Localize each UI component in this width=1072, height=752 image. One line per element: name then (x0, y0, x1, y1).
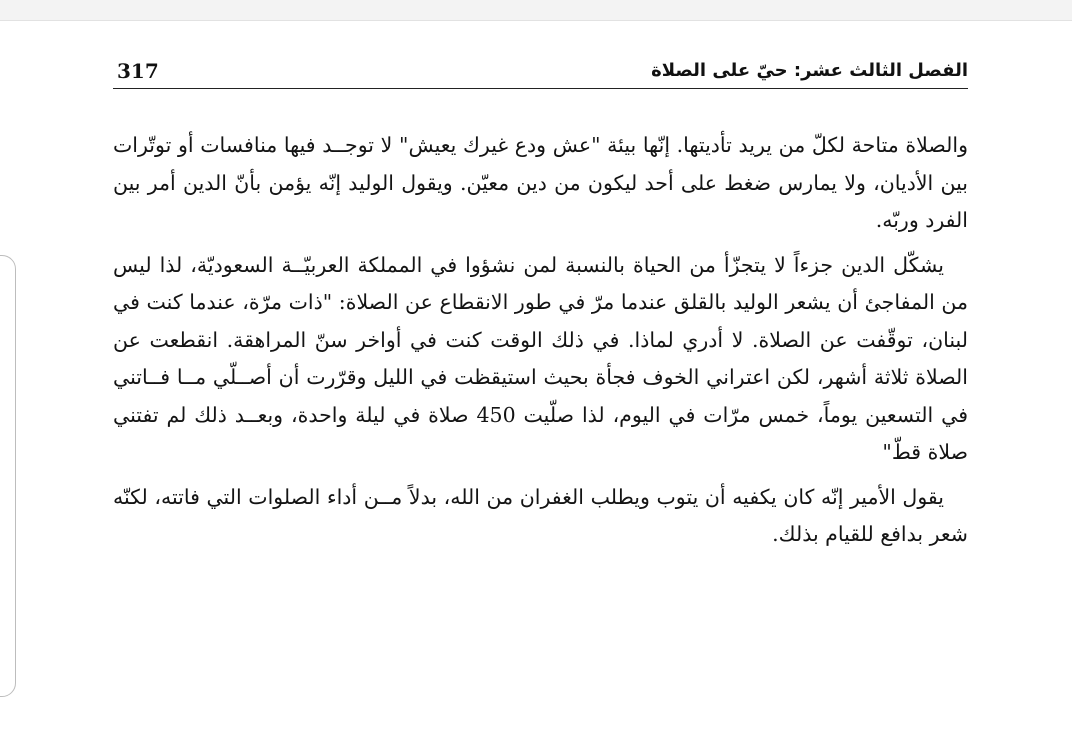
side-scroll-tab[interactable] (0, 255, 16, 697)
page-body (113, 127, 968, 561)
running-header (113, 58, 968, 89)
top-bar (0, 0, 1072, 21)
paragraph-3: يقول الأمير إنّه كان يكفيه أن يتوب ويطلب الغفران من الله، بدلاً مــن أداء الصلوات التي فاتته، لكنّه شعر بدافع للقيام بذلك. (113, 484, 968, 546)
page-number: 317 (117, 59, 159, 83)
paragraph-1: والصلاة متاحة لكلّ من يريد تأديتها. إنّها بيئة "عش ودع غيرك يعيش" لا توجــد فيها منافسات أو توتّرات بين الأديان، ولا يمارس ضغط على أحد ليكون من دين معيّن. ويقول الوليد إنّه يؤمن بأنّ الدين أمر بين الفرد وربّه. (113, 133, 968, 232)
paragraph-2: يشكّل الدين جزءاً لا يتجزّأ من الحياة بالنسبة لمن نشؤوا في المملكة العربيّــة السعوديّة، لذا ليس من المفاجئ أن يشعر الوليد بالقلق عندما مرّ في طور الانقطاع عن الصلاة: "ذات مرّة، عندما كنت في لبنان، توقّفت عن الصلاة. لا أدري لماذا. في ذلك الوقت كنت في أواخر سنّ المراهقة. انقطعت عن الصلاة ثلاثة أشهر، لكن اعتراني الخوف فجأة بحيث استيقظت في الليل وقرّرت أن أصــلّي مــا فــاتني في التسعين يوماً، خمس مرّات في اليوم، لذا صلّيت 450 صلاة في ليلة واحدة، وبعــد ذلك لم تفتني صلاة قطّ" (113, 252, 968, 464)
chapter-title: الفصل الثالث عشر: حيّ على الصلاة (651, 60, 968, 81)
